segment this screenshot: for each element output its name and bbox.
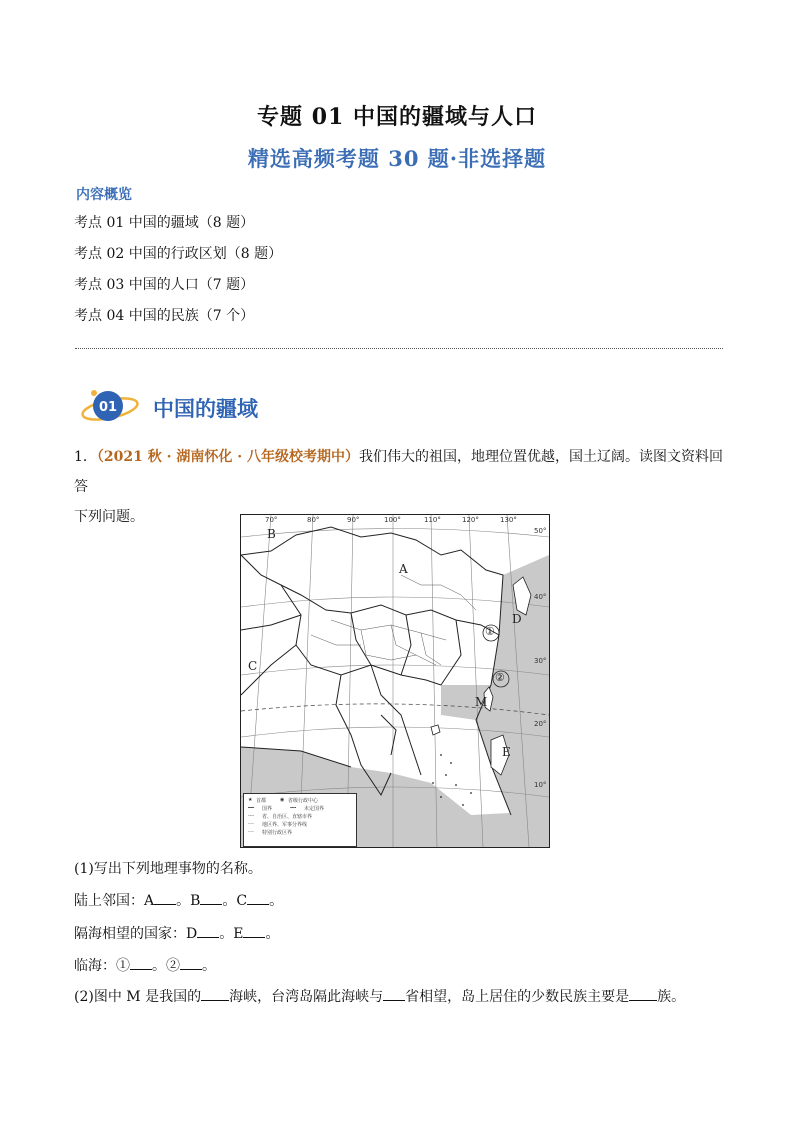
legend-undefined-border: 未定国界 bbox=[304, 806, 325, 812]
answer-blank-b[interactable] bbox=[200, 890, 222, 905]
legend-dot-icon: ◉ bbox=[280, 797, 285, 803]
land-c: 。C bbox=[222, 893, 248, 909]
map-label-m: M bbox=[475, 695, 488, 709]
coastal-seas-line bbox=[74, 955, 216, 975]
land-neighbors-line bbox=[74, 890, 283, 910]
legend-capital: 首都 bbox=[256, 798, 267, 804]
lat-tick: 50° bbox=[534, 527, 547, 535]
answer-blank-sea2[interactable] bbox=[180, 955, 202, 970]
legend-special-region: 特别行政区界 bbox=[262, 830, 293, 836]
legend-dot-line2-icon: ┈┈ bbox=[248, 829, 255, 835]
lon-tick: 110° bbox=[424, 516, 441, 524]
dotted-divider bbox=[75, 348, 723, 349]
lat-tick: 30° bbox=[534, 657, 547, 665]
legend-dash-icon: ╍╍ bbox=[290, 805, 297, 811]
overview-list bbox=[74, 212, 282, 336]
legend-line-icon: ━━ bbox=[248, 805, 255, 811]
coast-2: 。② bbox=[152, 958, 180, 974]
sea-e: 。E bbox=[219, 926, 244, 942]
lat-tick: 20° bbox=[534, 720, 547, 728]
question-stem-cont: 下列问题。 bbox=[74, 509, 144, 525]
lon-tick: 70° bbox=[265, 516, 278, 524]
legend-prov-center: 省级行政中心 bbox=[288, 798, 319, 804]
answer-blank-strait[interactable] bbox=[201, 986, 229, 1001]
map-label-a: A bbox=[399, 562, 408, 576]
map-legend bbox=[243, 793, 357, 847]
sea-prefix: 隔海相望的国家：D bbox=[74, 926, 198, 942]
page-subtitle: 精选高频考题 30 题·非选择题 bbox=[247, 146, 547, 171]
sub-question-2 bbox=[74, 986, 685, 1006]
end-dot: 。 bbox=[269, 893, 284, 909]
answer-blank-sea1[interactable] bbox=[130, 955, 152, 970]
lon-tick: 100° bbox=[384, 516, 401, 524]
map-label-b: B bbox=[267, 527, 276, 541]
question-stem: 我们伟大的祖国，地理位置优越，国土辽阔。读图文资料回答 bbox=[74, 449, 724, 495]
answer-blank-c[interactable] bbox=[247, 890, 269, 905]
lon-tick: 90° bbox=[347, 516, 360, 524]
land-prefix: 陆上邻国：A bbox=[74, 893, 155, 909]
orbit-badge-icon bbox=[80, 385, 140, 425]
sub2-c: 省相望，岛上居住的少数民族主要是 bbox=[405, 989, 630, 1005]
answer-blank-ethnic[interactable] bbox=[629, 986, 657, 1001]
coast-prefix: 临海：① bbox=[74, 958, 130, 974]
overview-heading: 内容概览 bbox=[76, 187, 132, 203]
map-label-circle1: ① bbox=[485, 625, 495, 638]
sub2-d: 族。 bbox=[657, 989, 686, 1005]
end-dot: 。 bbox=[202, 958, 216, 974]
map-label-d: D bbox=[512, 612, 522, 626]
china-map bbox=[240, 514, 550, 848]
legend-dot-line-icon: ┈┈ bbox=[248, 821, 255, 827]
overview-item: 考点 02 中国的行政区划（8 题） bbox=[74, 246, 283, 262]
map-label-c: C bbox=[248, 659, 258, 673]
section-number: 01 bbox=[98, 400, 118, 415]
sub2-b: 海峡，台湾岛隔此海峡与 bbox=[229, 989, 384, 1005]
lat-tick: 10° bbox=[534, 781, 547, 789]
answer-blank-a[interactable] bbox=[154, 890, 176, 905]
question-source: （2021 秋 · 湖南怀化 · 八年级校考期中） bbox=[96, 449, 360, 465]
legend-prov-border: 省、自治区、直辖市界 bbox=[262, 814, 313, 820]
lat-tick: 40° bbox=[534, 593, 547, 601]
section-badge bbox=[80, 385, 140, 425]
page-title: 专题 01 中国的疆域与人口 bbox=[257, 104, 537, 130]
end-dot: 。 bbox=[265, 926, 280, 942]
legend-national-border: 国界 bbox=[262, 806, 273, 812]
answer-blank-e[interactable] bbox=[243, 923, 265, 938]
answer-blank-province[interactable] bbox=[383, 986, 405, 1001]
sub-question-1: (1)写出下列地理事物的名称。 bbox=[74, 861, 262, 877]
lon-tick: 120° bbox=[462, 516, 479, 524]
sub2-a: (2)图中 M 是我国的 bbox=[74, 989, 202, 1005]
lon-tick: 130° bbox=[500, 516, 517, 524]
overview-item: 考点 01 中国的疆域（8 题） bbox=[74, 215, 255, 231]
map-label-circle2: ② bbox=[495, 671, 505, 684]
land-b: 。B bbox=[176, 893, 201, 909]
legend-region-border: 地区界、军事分界线 bbox=[262, 822, 308, 828]
legend-dash2-icon: ╌╌ bbox=[248, 813, 255, 819]
answer-blank-d[interactable] bbox=[197, 923, 219, 938]
overview-item: 考点 04 中国的民族（7 个） bbox=[74, 308, 255, 324]
question-number: 1． bbox=[74, 449, 97, 465]
overview-item: 考点 03 中国的人口（7 题） bbox=[74, 277, 255, 293]
map-label-e: E bbox=[502, 745, 511, 759]
section-title: 中国的疆域 bbox=[153, 397, 258, 421]
lon-tick: 80° bbox=[307, 516, 320, 524]
legend-star-icon: ★ bbox=[248, 797, 253, 803]
sea-neighbors-line bbox=[74, 923, 279, 943]
